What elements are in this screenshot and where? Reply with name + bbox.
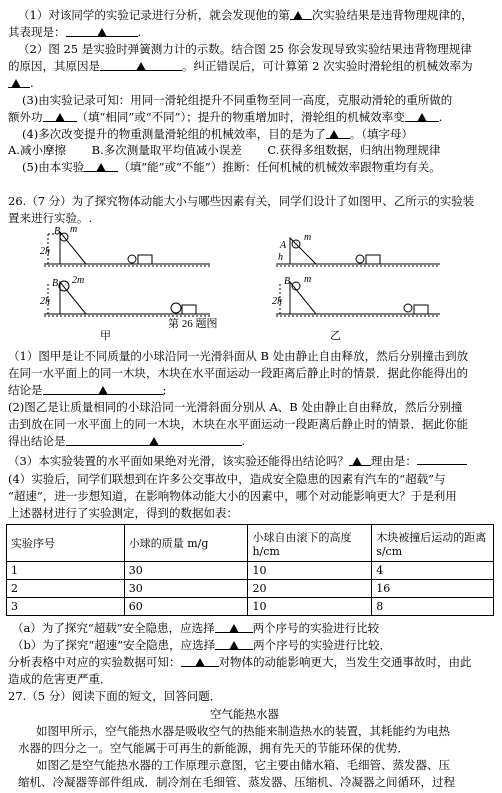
- answer-blank[interactable]: [100, 59, 182, 71]
- option-a: A.减小摩擦: [8, 143, 66, 157]
- q26-p4b-text: “超速”，进一步想知道，在影响物体动能大小的因素中，哪个对动能影响更大？于是利用: [8, 489, 457, 503]
- q26-heading: [8, 194, 474, 208]
- q26-p2b-text: 击到放在同一水平面上的同一木块，木块在水平面运动一段距离后静止时的情景．据此你能: [8, 417, 468, 431]
- wood-block: [414, 305, 428, 314]
- q26-b-line: [12, 638, 391, 652]
- q25-p5-text: (5)由本实验: [22, 160, 85, 174]
- q27-heading: [8, 689, 221, 703]
- q26-p1-line: [8, 349, 468, 363]
- triangle-marker-icon: [329, 130, 339, 139]
- answer-blank[interactable]: [181, 655, 219, 667]
- table-header-cell: 小球自由滚下的高度 h/cm: [248, 525, 372, 562]
- answer-blank[interactable]: [326, 127, 350, 139]
- fig-yi-top: [276, 232, 440, 266]
- fig-yi-bottom: [272, 274, 440, 316]
- table-header-cell: 实验序号: [7, 525, 125, 562]
- label-h: h: [278, 252, 283, 263]
- answer-blank[interactable]: [66, 25, 138, 37]
- table-cell: 10: [248, 562, 372, 580]
- q26-p4b-line: [8, 489, 457, 503]
- label-B: B: [54, 226, 61, 237]
- q26-p4-line: [8, 472, 446, 486]
- q26-analysis-text-c: 造成的危害更严重．: [8, 672, 112, 686]
- q26-p1-text: （1）图甲是让不同质量的小球沿同一光滑斜面从 B 处由静止自由释放，然后分别撞击到放: [8, 349, 469, 363]
- q26-p2c-text: 得出结论是: [8, 434, 66, 448]
- q26-p2b-line: [8, 417, 468, 431]
- triangle-marker-icon: [229, 624, 239, 633]
- q26-a-line: [12, 621, 379, 635]
- q27-heading-text: 27.（5 分）阅读下面的短文，回答问题．: [8, 689, 222, 703]
- q26-a-text-b: 两个序号的实验进行比较: [252, 621, 380, 635]
- q26-p2-line: [8, 400, 462, 414]
- q25-options: [8, 143, 440, 157]
- q25-p4-text-b: 。（填字母）: [349, 127, 414, 141]
- table-cell: 60: [124, 598, 248, 616]
- q25-p3b-text-b: （填“相同”或“不同”）；提升的物重增加时，滑轮组的机械效率变: [76, 110, 405, 124]
- q26-a-text: （a）为了探究“超载”安全隐患，应选择: [12, 621, 215, 635]
- q25-p2b-text-b: 。纠正错误后，可计算第 2 次实验时滑轮组的机械效率为: [182, 59, 473, 73]
- label-2m: 2m: [72, 275, 85, 286]
- q26-p3-line: [8, 453, 467, 468]
- triangle-marker-icon: [417, 113, 427, 122]
- answer-blank[interactable]: [66, 434, 242, 446]
- answer-blank[interactable]: [43, 110, 77, 122]
- q26-p2c-line: 得出结论是 .: [8, 434, 246, 448]
- q26-p3-text-b: 理由是：: [370, 454, 417, 468]
- q26-p4-text: (4）实验后，同学们联想到在许多公交事故中，造成安全隐患的因素有汽车的“超载”与: [8, 472, 446, 486]
- q26-analysis-b-line: [8, 672, 112, 686]
- q26-p1b-text: 在同一水平面上的同一木块，木块在水平面运动一段距离后静止时的情景．据此你能得出的: [8, 366, 468, 380]
- triangle-marker-icon: [195, 658, 205, 667]
- table-header-cell: 小球的质量 m/g: [124, 525, 248, 562]
- answer-blank[interactable]: [290, 8, 312, 20]
- q27-r3: [36, 758, 450, 772]
- label-B: B: [284, 276, 291, 287]
- q25-p2b-text: 的原因，其原因是: [8, 59, 100, 73]
- table-header-row: [7, 525, 494, 562]
- q25-p4-text: (4)多次改变提升的物重测量滑轮组的机械效率，目的是为了: [22, 127, 326, 141]
- table-cell: 16: [372, 580, 494, 598]
- table-cell: 3: [7, 598, 125, 616]
- triangle-marker-icon: [352, 457, 362, 466]
- q25-p3-line: [22, 93, 452, 107]
- q26-p1b-line: [8, 366, 468, 380]
- experiment-table: [6, 524, 494, 616]
- answer-blank[interactable]: [405, 110, 439, 122]
- q26-p4c-text: 上述器材进行了实验测定，得到的数据如表：: [8, 506, 238, 520]
- q26-b-text: （b）为了探究“超速”安全隐患，应选择: [12, 638, 216, 652]
- q26-p3-text: （3）本实验装置的水平面如果绝对光滑，该实验还能得出结论吗？: [8, 454, 349, 468]
- option-c: C.获得多组数据，归纳出物理规律: [267, 143, 441, 157]
- answer-blank[interactable]: [215, 621, 253, 633]
- q26-b-text-b: 两个序号的实验进行比较．: [253, 638, 392, 652]
- figure-caption: 第 26 题图: [168, 318, 218, 330]
- answer-blank[interactable]: [84, 160, 118, 172]
- triangle-marker-icon: [293, 11, 303, 20]
- triangle-marker-icon: [96, 163, 106, 172]
- q25-p1-text: （1）对该同学的实验记录进行分析，就会发现他的第: [18, 8, 290, 22]
- triangle-marker-icon: [98, 386, 108, 395]
- q25-p4-line: [22, 127, 413, 141]
- q27-title: [210, 707, 279, 721]
- q26-heading-text-b: 置来进行实验。.: [8, 211, 93, 225]
- table-cell: 30: [124, 562, 248, 580]
- q25-p2c-line: .: [8, 76, 34, 90]
- answer-blank[interactable]: [349, 454, 371, 466]
- figure-label-yi: 乙: [330, 330, 341, 342]
- label-2h: 2h: [40, 296, 50, 307]
- label-2h: 2h: [40, 246, 50, 257]
- option-b: B.多次测量取平均值减小误差: [91, 143, 242, 157]
- q27-r4: [18, 775, 455, 789]
- label-B: B: [52, 278, 59, 289]
- q27-r2: [18, 741, 409, 755]
- table-row: [7, 580, 494, 598]
- q25-p3b-text: 额外功: [8, 110, 43, 124]
- table-cell: 1: [7, 562, 125, 580]
- q25-p1b-line: 其表现是： .: [8, 25, 142, 39]
- q25-p2-line: [18, 42, 472, 56]
- q26-heading-b: [8, 211, 92, 225]
- q26-p1c-line: 结论是 ;: [8, 383, 167, 397]
- table-cell: 10: [248, 598, 372, 616]
- q25-p2-text: （2）图 25 是实验时弹簧测力计的示数。结合图 25 你会发现导致实验结果违背物理规律: [18, 42, 472, 56]
- q26-heading-text: 26.（7 分）为了探究物体动能大小与哪些因素有关，同学们设计了如图甲、乙所示的实验装: [8, 194, 475, 208]
- triangle-marker-icon: [97, 28, 107, 37]
- triangle-marker-icon: [229, 641, 239, 650]
- triangle-marker-icon: [11, 79, 21, 88]
- triangle-marker-icon: [136, 62, 146, 71]
- q25-p3-text: (3)由实验记录可知：用同一滑轮组提升不同重物至同一高度，克服动滑轮的重所做的: [22, 93, 453, 107]
- wood-block: [366, 255, 380, 264]
- q25-p3b-line: 额外功 （填“相同”或“不同”）；提升的物重增加时，滑轮组的机械效率变 .: [8, 110, 443, 124]
- table-cell: 8: [372, 598, 494, 616]
- q27-r3-text: 如图乙是空气能热水器的工作原理示意图，它主要由储水箱、毛细管、蒸发器、压: [36, 758, 450, 772]
- label-2h: 2h: [272, 296, 282, 307]
- q26-p4c-line: [8, 506, 238, 520]
- answer-blank[interactable]: [215, 638, 253, 650]
- answer-blank[interactable]: [8, 76, 30, 88]
- q25-p1-text-b: 次实验结果是违背物理规律的，: [311, 8, 473, 22]
- answer-blank[interactable]: [43, 383, 163, 395]
- figure-26: [40, 226, 460, 344]
- q27-r2-text: 水器的四分之一。空气能属于可再生的新能源，拥有先天的节能环保的优势．: [18, 741, 409, 755]
- triangle-marker-icon: [55, 113, 65, 122]
- q25-p2b-line: [8, 59, 473, 73]
- table-cell: 4: [372, 562, 494, 580]
- q26-analysis-line: [8, 655, 472, 669]
- label-m: m: [304, 274, 312, 285]
- wood-block: [182, 305, 196, 314]
- q25-p1-line: [18, 8, 473, 22]
- table-header-cell: 木块被撞后运动的距离 s/cm: [372, 525, 494, 562]
- table-row: [7, 562, 494, 580]
- q26-analysis-text: 分析表格中对应的实验数据可知：: [8, 655, 181, 669]
- q25-p1b-text: 其表现是：: [8, 25, 66, 39]
- label-A: A: [280, 240, 287, 251]
- q25-p5-text-b: （填“能”或“不能”）推断：任何机械的机械效率跟物重均有关。: [118, 160, 441, 174]
- table-cell: 20: [248, 580, 372, 598]
- q26-analysis-text-b: 对物体的动能影响更大，当发生交通事故时，由此: [218, 655, 472, 669]
- q27-r1: [36, 724, 450, 738]
- table-row: [7, 598, 494, 616]
- q25-p5-line: [22, 160, 441, 174]
- q27-r4-text: 缩机、冷凝器等部件组成．制冷剂在毛细管、蒸发器、压缩机、冷凝器之间循环，过程: [18, 775, 455, 789]
- q26-p2-text: (2)图乙是让质量相同的小球沿同一光滑斜面分别从 A、B 处由静止自由释放，然后分别撞: [8, 400, 463, 414]
- q27-title-text: 空气能热水器: [210, 707, 279, 721]
- q26-p1c-text: 结论是: [8, 383, 43, 397]
- table-cell: 2: [7, 580, 125, 598]
- fig-jia-top: [40, 226, 210, 266]
- fig-jia-bottom: [40, 275, 210, 316]
- q27-r1-text: 如图甲所示，空气能热水器是吸收空气的热能来制造热水的装置，其耗能约为电热: [36, 724, 450, 738]
- triangle-marker-icon: [149, 437, 159, 446]
- figure-label-jia: 甲: [100, 330, 111, 342]
- wood-block: [138, 255, 152, 264]
- label-m: m: [304, 232, 312, 243]
- answer-blank[interactable]: [417, 453, 467, 465]
- label-m: m: [70, 226, 78, 235]
- table-cell: 30: [124, 580, 248, 598]
